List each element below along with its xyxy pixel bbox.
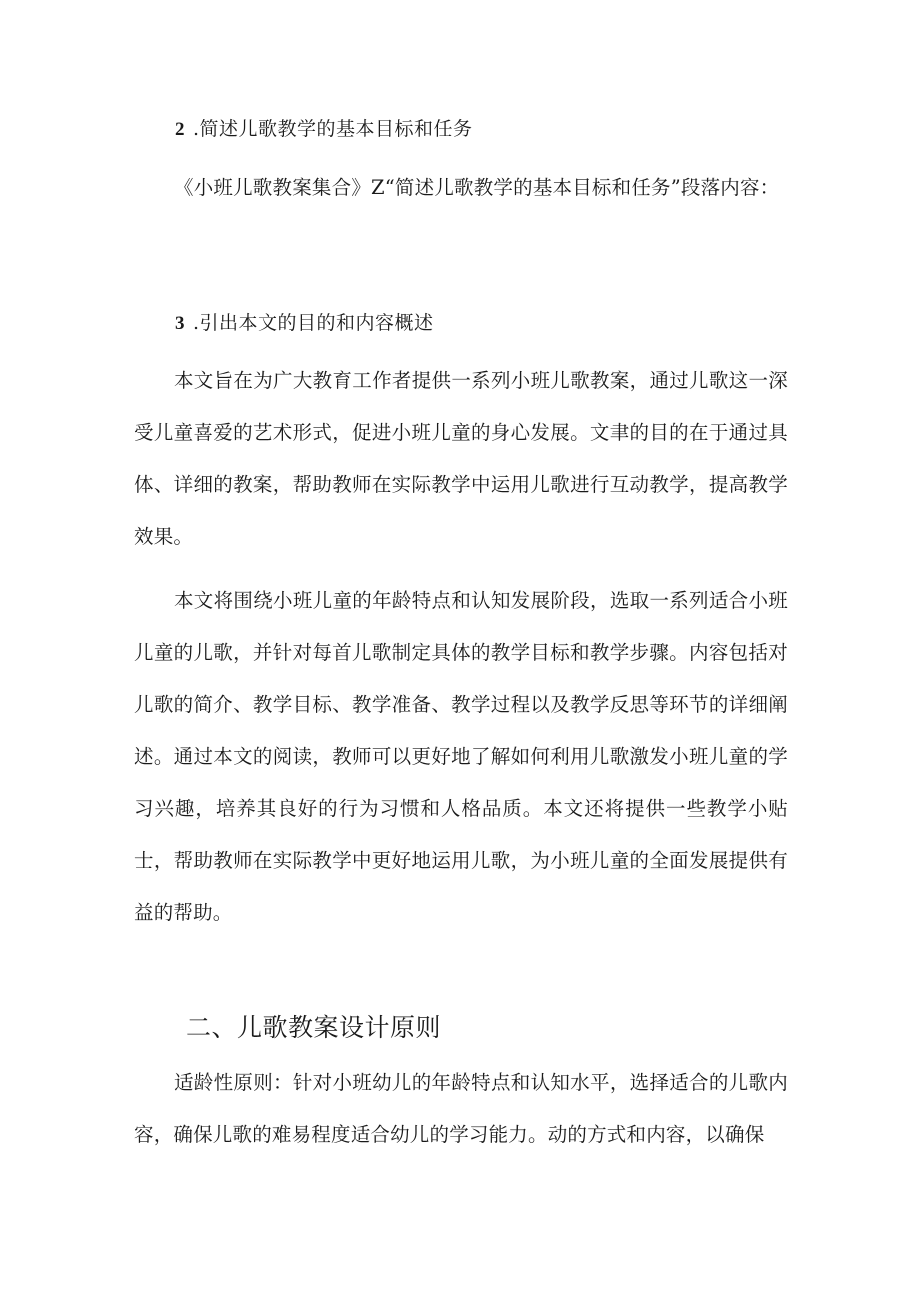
heading-3-text: .引出本文的目的和内容概述 (193, 312, 434, 334)
paragraph-purpose: 本文旨在为广大教育工作者提供一系列小班儿歌教案，通过儿歌这一深受儿童喜爱的艺术形式，促进小班儿童的身心发展。文聿的目的在于通过具体、详细的教案，帮助教师在实际教学中运用儿歌进行互动教学，提高教学效果。 (134, 369, 788, 548)
heading-2 (175, 114, 473, 141)
paragraph-age-principle: 适龄性原则：针对小班幼儿的年龄特点和认知水平，选择适合的儿歌内容，确保儿歌的难易程度适合幼儿的学习能力。动的方式和内容，以确保 (134, 1071, 788, 1146)
heading-2-text: .简述儿歌教学的基本目标和任务 (193, 118, 473, 140)
section-2-title: 二、儿歌教案设计原则 (186, 1013, 442, 1042)
paragraph-overview: 本文将围绕小班儿童的年龄特点和认知发展阶段，选取一系列适合小班儿童的儿歌，并针对每首儿歌制定具体的教学目标和教学步骤。内容包括对儿歌的简介、教学目标、教学准备、教学过程以及教学反思等环节的详细阐述。通过本文的阅读，教师可以更好地了解如何利用儿歌激发小班儿童的学习兴趣，培养其良好的行为习惯和人格品质。本文还将提供一些教学小贴士，帮助教师在实际教学中更好地运用儿歌，为小班儿童的全面发展提供有益的帮助。 (134, 589, 788, 924)
heading-3-number: 3 (175, 313, 185, 334)
paragraph-h2-content: 《小班儿歌教案集合》Z“简述儿歌教学的基本目标和任务”段落内容： (174, 176, 780, 199)
heading-3 (175, 308, 434, 335)
heading-2-number: 2 (175, 119, 185, 140)
